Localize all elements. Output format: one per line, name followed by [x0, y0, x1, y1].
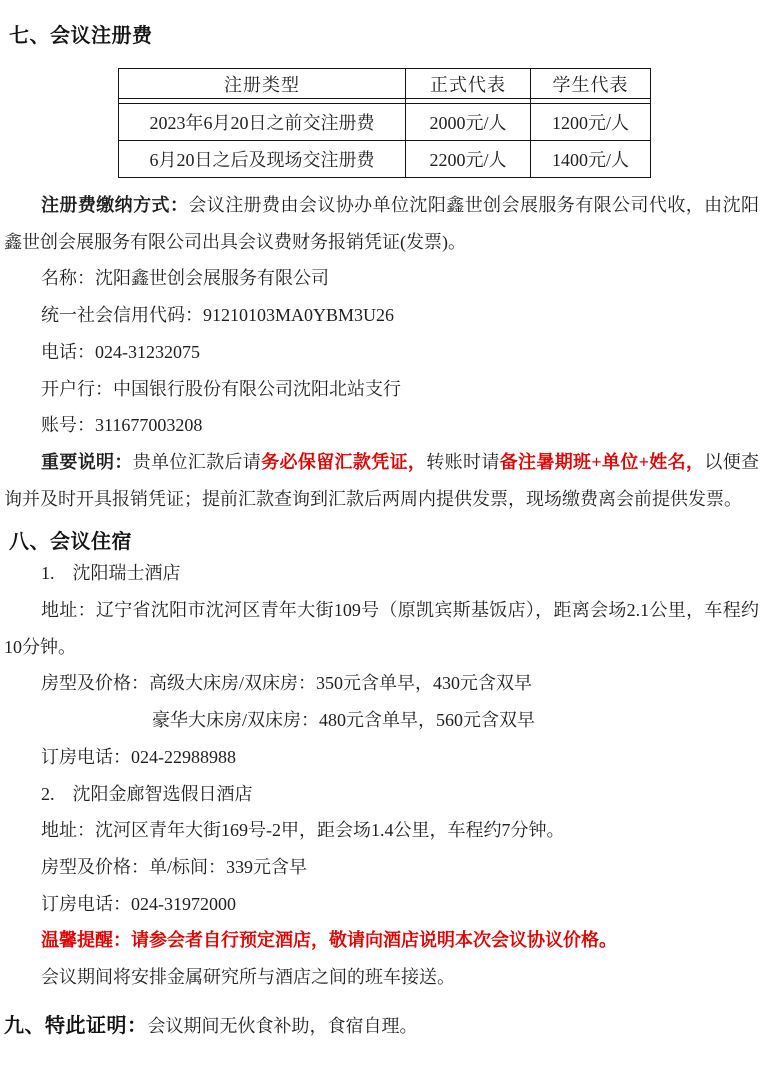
fee-table-body — [119, 104, 651, 178]
fee-table-row — [119, 141, 651, 178]
hotel1-price-line2: 豪华大床房/双床房：480元含单早，560元含双早 — [152, 710, 535, 731]
hotel2-name: 2. 沈阳金廊智选假日酒店 — [41, 783, 253, 804]
text-segment: 注册费缴纳方式： — [41, 195, 189, 215]
fee-table-row — [119, 104, 651, 141]
fee-table-header-row — [119, 69, 651, 99]
fee-table-header-regular: 正式代表 — [406, 69, 531, 99]
credit-code-line: 统一社会信用代码：91210103MA0YBM3U26 — [41, 305, 395, 326]
hotel2-price-line1: 房型及价格：单/标间：339元含早 — [41, 856, 307, 877]
text-segment: 贵单位汇款后请 — [132, 451, 262, 472]
text-segment: 以便查询并及时开具报销凭证；提前汇款查询到汇款后两周内提供发票，现场缴费离会前提供发票。 — [4, 451, 760, 509]
fee-table-cell: 2000元/人 — [406, 104, 531, 141]
payment-method-paragraph — [4, 187, 759, 260]
hotel1-address: 地址：辽宁省沈阳市沈河区青年大街109号（原凯宾斯基饭店），距离会场2.1公里，车程约10分钟。 — [4, 600, 759, 657]
hotel1-name: 1. 沈阳瑞士酒店 — [41, 563, 181, 584]
section9-line — [4, 1008, 759, 1045]
text-segment: 会议期间无伙食补助，食宿自理。 — [147, 1015, 418, 1036]
hotel2-booking-phone: 订房电话：024-31972000 — [41, 893, 236, 914]
text-segment: 转账时请 — [426, 451, 500, 472]
text-segment: 备注暑期班+单位+姓名， — [499, 451, 705, 472]
fee-table-cell: 1400元/人 — [531, 141, 651, 178]
fee-table-cell: 6月20日之后及现场交注册费 — [119, 141, 406, 178]
text-segment: 重要说明： — [41, 451, 133, 472]
fee-table-cell: 1200元/人 — [531, 104, 651, 141]
fee-table-header-student: 学生代表 — [531, 69, 651, 99]
hotel1-price-line1: 房型及价格：高级大床房/双床房：350元含单早，430元含双早 — [41, 673, 532, 694]
text-segment: 九、特此证明： — [4, 1014, 148, 1037]
fee-table-cell: 2023年6月20日之前交注册费 — [119, 104, 406, 141]
fee-table-header-type: 注册类型 — [119, 69, 406, 99]
text-segment: 务必保留汇款凭证， — [261, 451, 427, 472]
hotel1-booking-phone: 订房电话：024-22988988 — [41, 746, 236, 767]
bank-branch-line: 开户行：中国银行股份有限公司沈阳北站支行 — [41, 378, 401, 399]
section7-heading: 七、会议注册费 — [9, 25, 153, 47]
section8-heading: 八、会议住宿 — [9, 531, 132, 554]
bank-name-line: 名称：沈阳鑫世创会展服务有限公司 — [41, 268, 329, 289]
bank-account-line: 账号：311677003208 — [41, 415, 203, 436]
important-note-paragraph — [4, 444, 759, 517]
registration-fee-table — [118, 68, 651, 178]
fee-table-cell: 2200元/人 — [406, 141, 531, 178]
text-segment: 会议注册费由会议协办单位沈阳鑫世创会展服务有限公司代收，由沈阳鑫世创会展服务有限公司出具会议费财务报销凭证(发票)。 — [4, 195, 760, 252]
hotel2-address: 地址：沈河区青年大街169号-2甲，距会场1.4公里，车程约7分钟。 — [41, 820, 565, 841]
bank-phone-line: 电话：024-31232075 — [41, 341, 200, 362]
shuttle-paragraph: 会议期间将安排金属研究所与酒店之间的班车接送。 — [41, 967, 455, 988]
reminder-paragraph: 温馨提醒：请参会者自行预定酒店，敬请向酒店说明本次会议协议价格。 — [41, 930, 617, 951]
